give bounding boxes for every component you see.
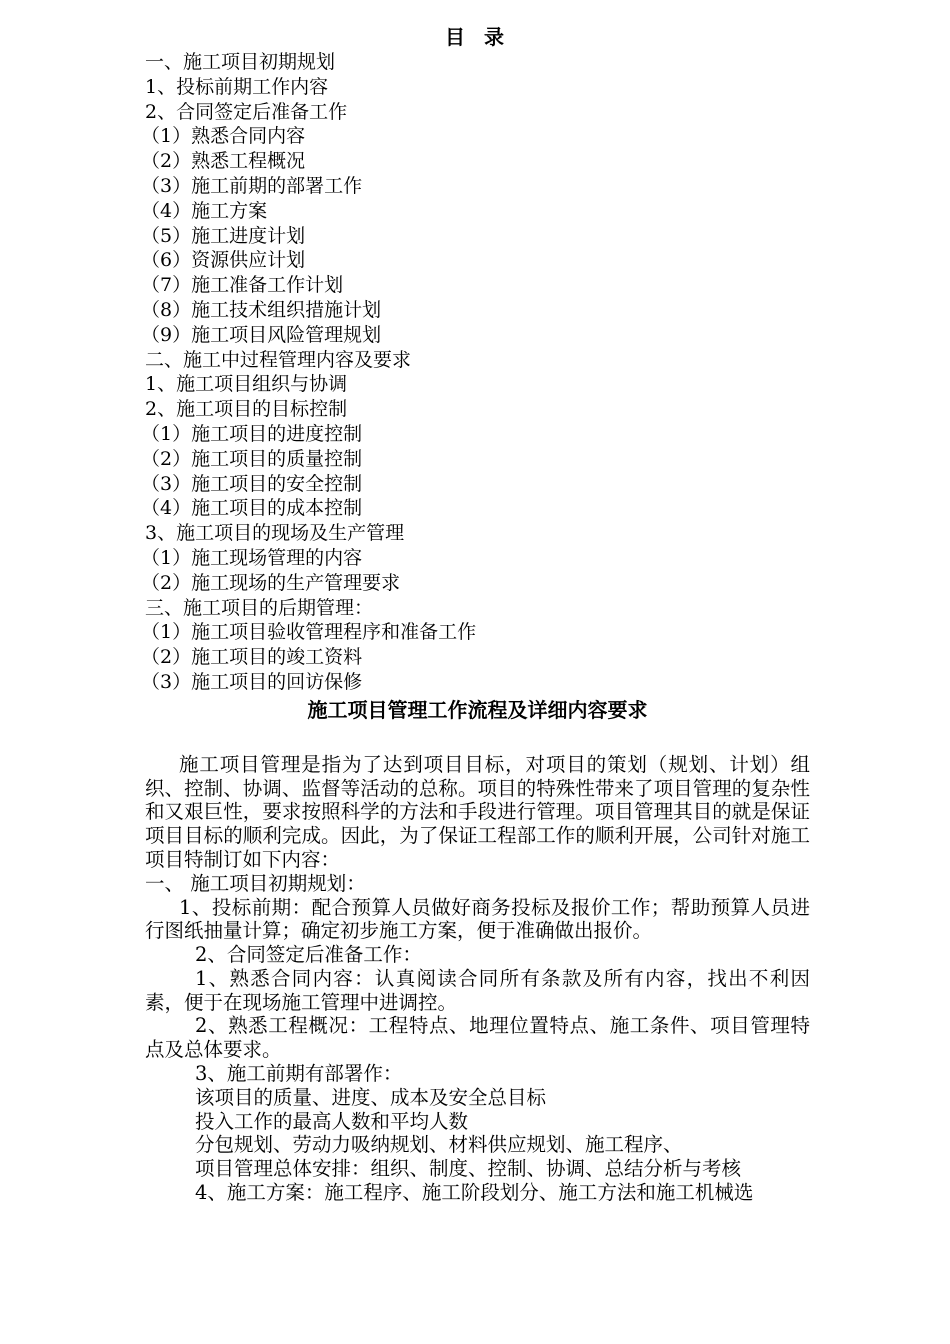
paragraph-deployment: 3、施工前期有部署作： [195,1062,403,1086]
toc-item: （7）施工准备工作计划 [141,274,344,297]
section-heading-initial-planning: 一、 施工项目初期规划： [145,871,366,895]
toc-item: 一、施工项目初期规划 [145,51,336,73]
toc-title: 目 录 [445,25,510,49]
toc-item: （1）施工现场管理的内容 [141,546,363,569]
paragraph-bid-phase: 1、投标前期：配合预算人员做好商务投标及报价工作；帮助预算人员进行图纸抽量计算；确定初步施工方案，便于准确做出报价。 [145,895,810,943]
toc-item: 1、施工项目组织与协调 [145,373,348,396]
toc-item: （2）熟悉工程概况 [141,150,306,173]
toc-item: 二、施工中过程管理内容及要求 [145,348,412,371]
toc-item: 1、投标前期工作内容 [145,75,329,98]
toc-item: （1）施工项目验收管理程序和准备工作 [141,621,477,644]
toc-item: 3、施工项目的现场及生产管理 [145,522,405,545]
deployment-item: 投入工作的最高人数和平均人数 [195,1109,469,1133]
toc-item: （6）资源供应计划 [141,249,306,272]
toc-item: （1）施工项目的进度控制 [141,422,363,445]
deployment-item: 分包规划、劳动力吸纳规划、材料供应规划、施工程序、 [195,1133,683,1157]
toc-item: （2）施工现场的生产管理要求 [141,571,401,594]
toc-item: （9）施工项目风险管理规划 [141,323,382,346]
toc-item: （3）施工项目的安全控制 [141,472,363,495]
toc-item: （1）熟悉合同内容 [141,125,306,148]
paragraph-familiar-project: 2、熟悉工程概况：工程特点、地理位置特点、施工条件、项目管理特点及总体要求。 [145,1014,810,1062]
toc-item: 2、合同签定后准备工作 [145,100,348,123]
document-title: 施工项目管理工作流程及详细内容要求 [307,697,648,722]
toc-item: 三、施工项目的后期管理： [145,596,374,619]
toc-list [141,50,810,695]
deployment-item: 该项目的质量、进度、成本及安全总目标 [195,1085,547,1109]
toc-item: （4）施工项目的成本控制 [141,497,363,520]
paragraph-construction-plan: 4、施工方案：施工程序、施工阶段划分、施工方法和施工机械选 [195,1181,754,1205]
paragraph-contract-prep: 2、合同签定后准备工作： [195,943,422,967]
toc-item: （2）施工项目的竣工资料 [141,646,363,669]
toc-item: （8）施工技术组织措施计划 [141,298,382,321]
toc-item: （4）施工方案 [141,199,268,222]
toc-item: （5）施工进度计划 [141,224,306,247]
toc-item: （3）施工项目的回访保修 [141,670,363,693]
toc-item: （2）施工项目的质量控制 [141,447,363,470]
intro-paragraph: 施工项目管理是指为了达到项目目标，对项目的策划（规划、计划）组织、控制、协调、监督等活动的总称。项目的特殊性带来了项目管理的复杂性和又艰巨性，要求按照科学的方法和手段进行管理。项目管理其目的就是保证项目目标的顺利完成。因此，为了保证工程部工作的顺利开展，公司针对施工项目特制订如下内容： [145,752,810,871]
toc-item: （3）施工前期的部署工作 [141,174,363,197]
paragraph-familiar-contract: 1、熟悉合同内容：认真阅读合同所有条款及所有内容，找出不利因素，便于在现场施工管理中进调控。 [145,966,810,1014]
deployment-item: 项目管理总体安排：组织、制度、控制、协调、总结分析与考核 [195,1157,742,1181]
deployment-list [145,1086,810,1181]
toc-item: 2、施工项目的目标控制 [145,398,348,421]
